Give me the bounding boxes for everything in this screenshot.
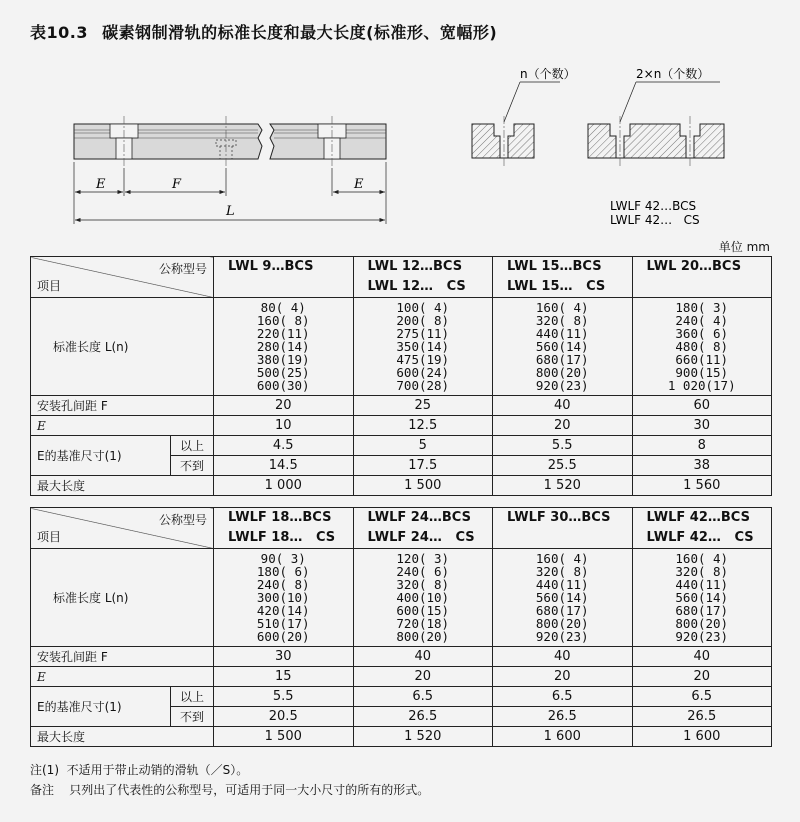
model-header: LWLF 18…BCS LWLF 18… CS: [214, 508, 354, 549]
value-E-above: 6.5: [632, 687, 772, 707]
table-number: 表10.3: [30, 23, 88, 42]
row-label-max-length: 最大长度: [31, 727, 214, 747]
row-label-E-ref: E的基准尺寸(1): [31, 436, 171, 476]
value-E-above: 6.5: [493, 687, 633, 707]
value-F: 40: [632, 647, 772, 667]
value-max-length: 1 520: [493, 476, 633, 496]
std-length-value: 440(11): [535, 577, 589, 592]
value-F: 40: [493, 396, 633, 416]
standard-rail-table: [30, 256, 772, 496]
std-length-value: 440(11): [675, 577, 729, 592]
label-2n-count: 2×n（个数）: [636, 67, 710, 81]
model-header: LWLF 42…BCS LWLF 42… CS: [632, 508, 772, 549]
model-header: LWL 15…BCS LWL 15… CS: [493, 257, 633, 298]
value-E-below: 38: [632, 456, 772, 476]
value-E-below: 20.5: [214, 707, 354, 727]
std-length-value: 360( 6): [675, 326, 729, 341]
std-length-value: 160( 4): [535, 551, 589, 566]
value-max-length: 1 000: [214, 476, 354, 496]
std-length-value: 800(20): [675, 616, 729, 631]
standard-rail-section: [472, 66, 576, 166]
value-F: 40: [353, 647, 493, 667]
row-label-F: 安装孔间距 F: [31, 647, 214, 667]
std-length-value: 220(11): [256, 326, 310, 341]
row-label-E-ref: E的基准尺寸(1): [31, 687, 171, 727]
value-max-length: 1 600: [632, 727, 772, 747]
std-length-value: 510(17): [256, 616, 310, 631]
wide-rail-section: [588, 66, 724, 227]
model-header: LWL 9…BCS: [214, 257, 354, 298]
wide-rail-table: [30, 507, 772, 747]
std-length-value: 320( 8): [396, 577, 450, 592]
value-E: 12.5: [353, 416, 493, 436]
std-length-value: 300(10): [256, 590, 310, 605]
dim-label-E-left: E: [96, 177, 106, 192]
std-length-value: 720(18): [396, 616, 450, 631]
value-E-above: 5: [353, 436, 493, 456]
std-length-value: 500(25): [256, 365, 310, 380]
header-model-label: 公称型号: [158, 513, 207, 527]
std-length-value: 120( 3): [396, 551, 450, 566]
std-length-list: [214, 549, 354, 647]
std-length-list: [353, 549, 493, 647]
row-label-std-length: 标准长度 L(n): [31, 298, 214, 396]
std-length-value: 800(20): [396, 629, 450, 644]
row-label-E: E: [31, 667, 214, 687]
header-corner: [31, 508, 214, 549]
value-E: 20: [493, 667, 633, 687]
label-n-count: n（个数）: [520, 67, 576, 81]
dim-label-F: F: [172, 177, 182, 192]
std-length-value: 320( 8): [535, 564, 589, 579]
row-label-max-length: 最大长度: [31, 476, 214, 496]
value-F: 20: [214, 396, 354, 416]
model-header: LWLF 30…BCS: [493, 508, 633, 549]
std-length-value: 240( 8): [256, 577, 310, 592]
std-length-value: 320( 8): [675, 564, 729, 579]
std-length-value: 900(15): [675, 365, 729, 380]
header-item-label: 项目: [37, 530, 62, 544]
std-length-value: 600(20): [256, 629, 310, 644]
std-length-value: 400(10): [396, 590, 450, 605]
wide-model-line2: LWLF 42… CS: [610, 213, 700, 227]
value-E-above: 5.5: [493, 436, 633, 456]
std-length-value: 920(23): [535, 378, 589, 393]
row-label-std-length: 标准长度 L(n): [31, 549, 214, 647]
value-E: 20: [493, 416, 633, 436]
value-max-length: 1 520: [353, 727, 493, 747]
value-F: 40: [493, 647, 633, 667]
sub-label-below: 不到: [171, 707, 214, 727]
model-header: LWL 20…BCS: [632, 257, 772, 298]
value-E: 20: [353, 667, 493, 687]
wide-model-line1: LWLF 42…BCS: [610, 199, 697, 213]
value-E-above: 8: [632, 436, 772, 456]
model-header: LWLF 24…BCS LWLF 24… CS: [353, 508, 493, 549]
std-length-list: [353, 298, 493, 396]
std-length-value: 240( 4): [675, 313, 729, 328]
value-E: 30: [632, 416, 772, 436]
value-E-above: 5.5: [214, 687, 354, 707]
std-length-value: 200( 8): [396, 313, 450, 328]
std-length-value: 560(14): [675, 590, 729, 605]
std-length-value: 480( 8): [675, 339, 729, 354]
std-length-value: 475(19): [396, 352, 450, 367]
footnote-remark: 备注 只列出了代表性的公称型号，可适用于同一大小尺寸的所有的形式。: [30, 783, 430, 797]
row-label-F: 安装孔间距 F: [31, 396, 214, 416]
std-length-value: 800(20): [535, 616, 589, 631]
value-E-below: 25.5: [493, 456, 633, 476]
sub-label-below: 不到: [171, 456, 214, 476]
std-length-value: 180( 6): [256, 564, 310, 579]
std-length-value: 380(19): [256, 352, 310, 367]
row-label-E: E: [31, 416, 214, 436]
std-length-value: 680(17): [535, 603, 589, 618]
footnotes: [30, 760, 429, 800]
value-E-below: 26.5: [353, 707, 493, 727]
value-E-above: 6.5: [353, 687, 493, 707]
value-F: 60: [632, 396, 772, 416]
std-length-value: 660(11): [675, 352, 729, 367]
std-length-value: 100( 4): [396, 300, 450, 315]
std-length-value: 680(17): [675, 603, 729, 618]
std-length-value: 280(14): [256, 339, 310, 354]
std-length-value: 700(28): [396, 378, 450, 393]
header-model-label: 公称型号: [158, 262, 207, 276]
std-length-value: 800(20): [535, 365, 589, 380]
dim-label-L: L: [226, 204, 235, 219]
std-length-list: [493, 298, 633, 396]
std-length-value: 160( 8): [256, 313, 310, 328]
value-E: 20: [632, 667, 772, 687]
value-E-below: 26.5: [493, 707, 633, 727]
std-length-value: 680(17): [535, 352, 589, 367]
std-length-list: [214, 298, 354, 396]
value-E-below: 17.5: [353, 456, 493, 476]
dim-label-E-right: E: [354, 177, 364, 192]
std-length-list: [493, 549, 633, 647]
std-length-value: 80( 4): [260, 300, 306, 315]
page-title: [30, 20, 497, 43]
value-E-above: 4.5: [214, 436, 354, 456]
unit-label: 单位 mm: [718, 240, 770, 254]
std-length-value: 350(14): [396, 339, 450, 354]
value-E: 15: [214, 667, 354, 687]
footnote-1: 注(1) 不适用于带止动销的滑轨（／S）。: [30, 763, 249, 777]
rail-diagram: [0, 60, 800, 240]
std-length-value: 160( 4): [535, 300, 589, 315]
std-length-value: 600(30): [256, 378, 310, 393]
std-length-value: 560(14): [535, 590, 589, 605]
std-length-value: 920(23): [535, 629, 589, 644]
std-length-value: 560(14): [535, 339, 589, 354]
std-length-value: 320( 8): [535, 313, 589, 328]
std-length-value: 600(15): [396, 603, 450, 618]
value-E-below: 26.5: [632, 707, 772, 727]
std-length-value: 920(23): [675, 629, 729, 644]
value-max-length: 1 500: [353, 476, 493, 496]
header-item-label: 项目: [37, 279, 62, 293]
sub-label-above: 以上: [171, 687, 214, 707]
std-length-value: 420(14): [256, 603, 310, 618]
std-length-value: 1 020(17): [667, 378, 736, 393]
std-length-list: [632, 298, 772, 396]
std-length-value: 160( 4): [675, 551, 729, 566]
std-length-value: 275(11): [396, 326, 450, 341]
sub-label-above: 以上: [171, 436, 214, 456]
header-corner: [31, 257, 214, 298]
model-header: LWL 12…BCS LWL 12… CS: [353, 257, 493, 298]
std-length-value: 240( 6): [396, 564, 450, 579]
value-max-length: 1 560: [632, 476, 772, 496]
value-E-below: 14.5: [214, 456, 354, 476]
value-max-length: 1 600: [493, 727, 633, 747]
value-E: 10: [214, 416, 354, 436]
std-length-value: 440(11): [535, 326, 589, 341]
value-F: 25: [353, 396, 493, 416]
std-length-value: 600(24): [396, 365, 450, 380]
std-length-list: [632, 549, 772, 647]
std-length-value: 90( 3): [260, 551, 306, 566]
value-max-length: 1 500: [214, 727, 354, 747]
value-F: 30: [214, 647, 354, 667]
table-caption: 碳素钢制滑轨的标准长度和最大长度(标准形、宽幅形): [102, 23, 498, 42]
std-length-value: 180( 3): [675, 300, 729, 315]
